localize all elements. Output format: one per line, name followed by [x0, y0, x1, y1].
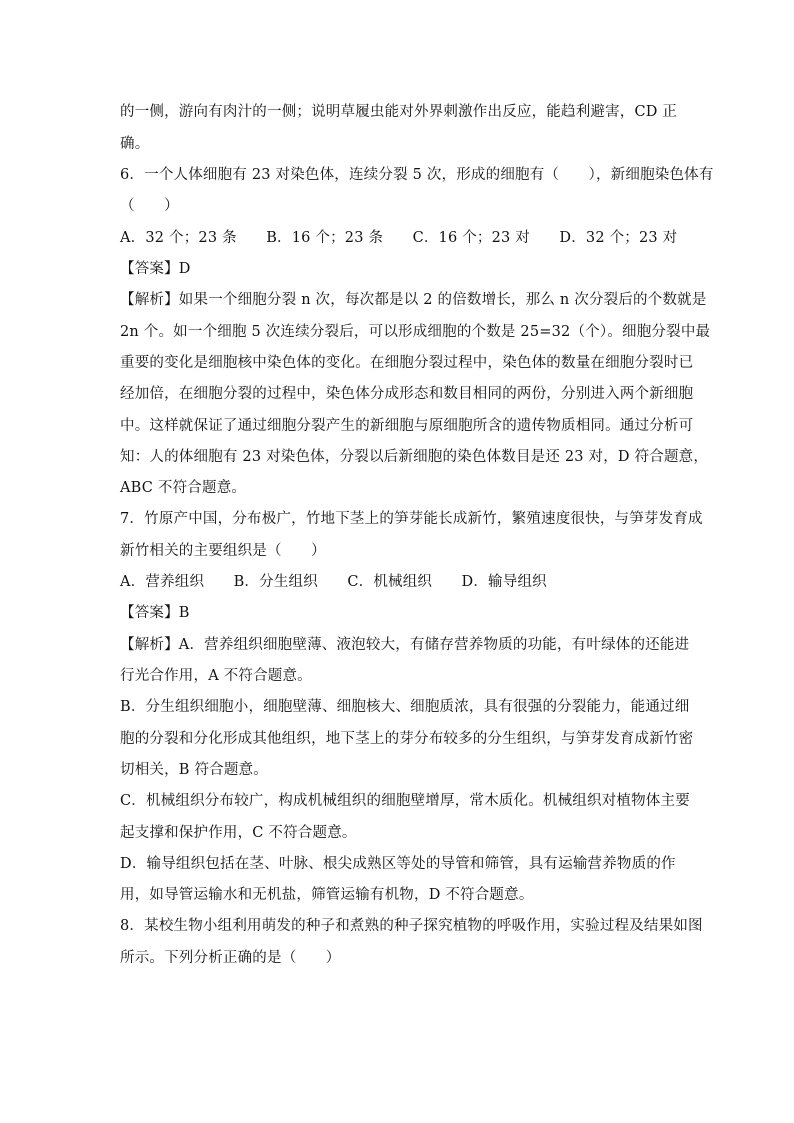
question-6-options: A．32 个；23 条 B．16 个；23 条 C．16 个；23 对 D．32 个；23 对: [120, 230, 678, 246]
text-line: 切相关，B 符合题意。: [120, 762, 268, 778]
question-8-stem-cont: 所示。下列分析正确的是（ ）: [120, 950, 341, 966]
question-7-stem-cont: 新竹相关的主要组织是（ ）: [120, 543, 326, 559]
text-line: 重要的变化是细胞核中染色体的变化。在细胞分裂过程中，染色体的数量在细胞分裂时已: [120, 355, 694, 371]
question-7-options: A．营养组织 B．分生组织 C．机械组织 D．输导组织: [120, 574, 547, 590]
question-7-stem: 7．竹原产中国，分布极广，竹地下茎上的笋芽能长成新竹，繁殖速度很快，与笋芽发育成: [120, 511, 703, 527]
text-line: 2n 个。如一个细胞 5 次连续分裂后，可以形成细胞的个数是 25=32（个）。细胞分裂中最: [120, 324, 711, 340]
text-line: 知：人的体细胞有 23 对染色体，分裂以后新细胞的染色体数目是还 23 对，D 符合题意，: [120, 449, 709, 465]
text-line: 经加倍，在细胞分裂的过程中，染色体分成形态和数目相同的两份，分别进入两个新细胞: [120, 386, 694, 402]
text-line: ABC 不符合题意。: [120, 480, 247, 496]
text-line: 胞的分裂和分化形成其他组织，地下茎上的芽分布较多的分生组织，与笋芽发育成新竹密: [120, 731, 694, 747]
text-line: D．输导组织包括在茎、叶脉、根尖成熟区等处的导管和筛管，具有运输营养物质的作: [120, 856, 676, 872]
text-line: 中。这样就保证了通过细胞分裂产生的新细胞与原细胞所含的遗传物质相同。通过分析可: [120, 418, 694, 434]
text-line: 行光合作用，A 不符合题意。: [120, 668, 312, 684]
text-line: 起支撑和保护作用，C 不符合题意。: [120, 825, 357, 841]
text-line: C．机械组织分布较广，构成机械组织的细胞壁增厚，常木质化。机械组织对植物体主要: [120, 793, 690, 809]
text-line: 确。: [120, 136, 150, 152]
question-7-analysis: 【解析】A．营养组织细胞壁薄、液泡较大，有储存营养物质的功能，有叶绿体的还能进: [120, 637, 690, 653]
text-line: 的一侧，游向有肉汁的一侧；说明草履虫能对外界刺激作出反应，能趋利避害，CD 正: [120, 104, 678, 120]
question-6-stem: 6．一个人体细胞有 23 对染色体，连续分裂 5 次，形成的细胞有（ ），新细胞染色体有: [120, 167, 714, 183]
question-6-analysis: 【解析】如果一个细胞分裂 n 次，每次都是以 2 的倍数增长，那么 n 次分裂后的个数就是: [120, 292, 707, 308]
question-6-stem-cont: （ ）: [120, 198, 179, 214]
question-7-answer: 【答案】B: [120, 605, 190, 621]
question-8-stem: 8．某校生物小组利用萌发的种子和煮熟的种子探究植物的呼吸作用，实验过程及结果如图: [120, 918, 703, 934]
text-line: B．分生组织细胞小，细胞壁薄、细胞核大、细胞质浓，具有很强的分裂能力，能通过细: [120, 699, 690, 715]
text-line: 用，如导管运输水和无机盐，筛管运输有机物，D 不符合题意。: [120, 887, 534, 903]
question-6-answer: 【答案】D: [120, 261, 191, 277]
